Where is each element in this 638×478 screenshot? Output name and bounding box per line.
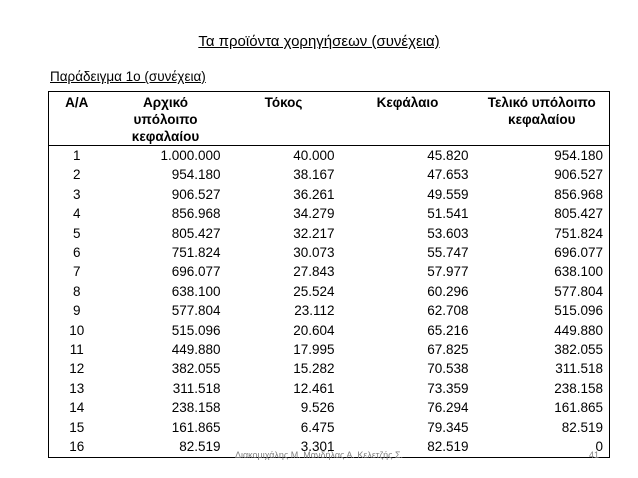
cell-principal: 62.708 — [427, 303, 469, 319]
table-row — [49, 165, 610, 184]
header-index: Α/Α — [49, 92, 105, 146]
cell-opening-balance: 577.804 — [171, 303, 221, 319]
cell-principal: 73.359 — [427, 380, 469, 396]
table-row — [49, 301, 610, 320]
table-row — [49, 243, 610, 262]
cell-closing-balance: 954.180 — [554, 148, 603, 163]
cell-opening-balance: 1.000.000 — [160, 148, 221, 163]
cell-principal: 65.216 — [427, 322, 469, 338]
table-row — [49, 321, 610, 340]
cell-principal: 53.603 — [427, 225, 469, 241]
cell-interest: 15.282 — [293, 361, 335, 377]
cell-closing-balance: 856.968 — [554, 186, 603, 202]
cell-principal: 60.296 — [427, 283, 469, 299]
cell-opening-balance: 805.427 — [171, 225, 221, 241]
cell-opening-balance: 311.518 — [172, 380, 221, 396]
cell-closing-balance: 638.100 — [554, 264, 603, 280]
cell-opening-balance: 856.968 — [171, 206, 221, 222]
cell-opening-balance: 696.077 — [171, 264, 221, 280]
cell-interest: 3.301 — [300, 439, 335, 455]
cell-interest: 32.217 — [293, 225, 335, 241]
cell-interest: 34.279 — [293, 206, 335, 222]
cell-opening-balance: 954.180 — [171, 167, 221, 183]
cell-index: 1 — [72, 148, 81, 163]
cell-index: 10 — [69, 322, 85, 338]
cell-interest: 6.475 — [300, 419, 335, 435]
cell-index: 16 — [69, 439, 85, 455]
cell-index: 7 — [72, 264, 81, 280]
cell-interest: 9.526 — [300, 400, 335, 416]
cell-opening-balance: 382.055 — [171, 361, 221, 377]
cell-interest: 30.073 — [293, 245, 335, 261]
cell-closing-balance: 805.427 — [554, 206, 603, 222]
cell-index: 2 — [72, 167, 81, 183]
cell-index: 6 — [72, 245, 81, 261]
table-row — [49, 379, 610, 398]
table-row — [49, 340, 610, 359]
footer-authors: Διακομιχάλης Μ. Μανδήλας Α. Κελετζής Σ. — [234, 450, 404, 460]
page-number: 41 — [589, 450, 600, 460]
cell-opening-balance: 82.519 — [179, 439, 221, 455]
cell-index: 13 — [69, 380, 85, 396]
cell-interest: 17.995 — [293, 342, 335, 358]
cell-opening-balance: 449.880 — [171, 342, 221, 358]
header-opening-balance: Αρχικό υπόλοιπο κεφαλαίου — [105, 92, 227, 146]
table-row — [49, 418, 610, 437]
cell-index: 12 — [69, 361, 85, 377]
table-row — [49, 146, 610, 166]
cell-interest: 36.261 — [293, 186, 335, 202]
table-row — [49, 262, 610, 281]
table-row — [49, 359, 610, 378]
cell-index: 9 — [72, 303, 81, 319]
cell-interest: 12.461 — [293, 380, 335, 396]
cell-interest: 27.843 — [293, 264, 335, 280]
cell-closing-balance: 515.096 — [554, 303, 603, 319]
cell-opening-balance: 906.527 — [171, 186, 221, 202]
cell-closing-balance: 751.824 — [554, 225, 603, 241]
table-row — [49, 398, 610, 417]
table-row — [49, 185, 610, 204]
cell-index: 14 — [69, 400, 85, 416]
cell-principal: 51.541 — [427, 206, 469, 222]
cell-principal: 47.653 — [427, 167, 469, 183]
header-interest: Τόκος — [227, 92, 341, 146]
cell-opening-balance: 238.158 — [171, 400, 221, 416]
cell-interest: 40.000 — [293, 148, 335, 163]
cell-closing-balance: 311.518 — [555, 361, 603, 377]
cell-principal: 82.519 — [427, 439, 469, 455]
cell-interest: 25.524 — [293, 283, 335, 299]
header-closing-balance: Τελικό υπόλοιπο κεφαλαίου — [475, 92, 610, 146]
cell-principal: 79.345 — [427, 419, 469, 435]
cell-opening-balance: 638.100 — [171, 283, 221, 299]
cell-closing-balance: 577.804 — [554, 283, 603, 299]
header-principal: Κεφάλαιο — [341, 92, 475, 146]
table-header-row — [49, 92, 610, 146]
cell-principal: 49.559 — [427, 186, 469, 202]
page-title: Τα προϊόντα χορηγήσεων (συνέχεια) — [198, 33, 440, 50]
cell-interest: 38.167 — [293, 167, 335, 183]
cell-closing-balance: 82.519 — [561, 419, 603, 435]
table-row — [49, 204, 610, 223]
cell-principal: 57.977 — [427, 264, 469, 280]
cell-closing-balance: 906.527 — [554, 167, 603, 183]
cell-opening-balance: 161.865 — [171, 419, 221, 435]
cell-index: 15 — [69, 419, 85, 435]
cell-principal: 70.538 — [427, 361, 469, 377]
cell-closing-balance: 449.880 — [554, 322, 603, 338]
cell-closing-balance: 238.158 — [554, 380, 603, 396]
cell-principal: 55.747 — [427, 245, 469, 261]
cell-interest: 20.604 — [293, 322, 335, 338]
cell-principal: 45.820 — [427, 148, 469, 163]
cell-index: 3 — [72, 186, 81, 202]
cell-opening-balance: 515.096 — [171, 322, 221, 338]
cell-principal: 67.825 — [427, 342, 469, 358]
cell-index: 4 — [72, 206, 81, 222]
table-body — [49, 146, 610, 458]
cell-index: 8 — [72, 283, 81, 299]
table-row — [49, 224, 610, 243]
cell-closing-balance: 382.055 — [554, 342, 603, 358]
cell-interest: 23.112 — [294, 303, 335, 319]
cell-index: 11 — [69, 342, 84, 358]
cell-principal: 76.294 — [427, 400, 469, 416]
table-row — [49, 282, 610, 301]
cell-closing-balance: 0 — [595, 439, 603, 455]
page-subtitle: Παράδειγμα 1ο (συνέχεια) — [50, 69, 206, 84]
cell-index: 5 — [72, 225, 81, 241]
cell-closing-balance: 696.077 — [554, 245, 603, 261]
cell-closing-balance: 161.865 — [554, 400, 603, 416]
cell-opening-balance: 751.824 — [171, 245, 221, 261]
amortization-table — [48, 91, 610, 458]
